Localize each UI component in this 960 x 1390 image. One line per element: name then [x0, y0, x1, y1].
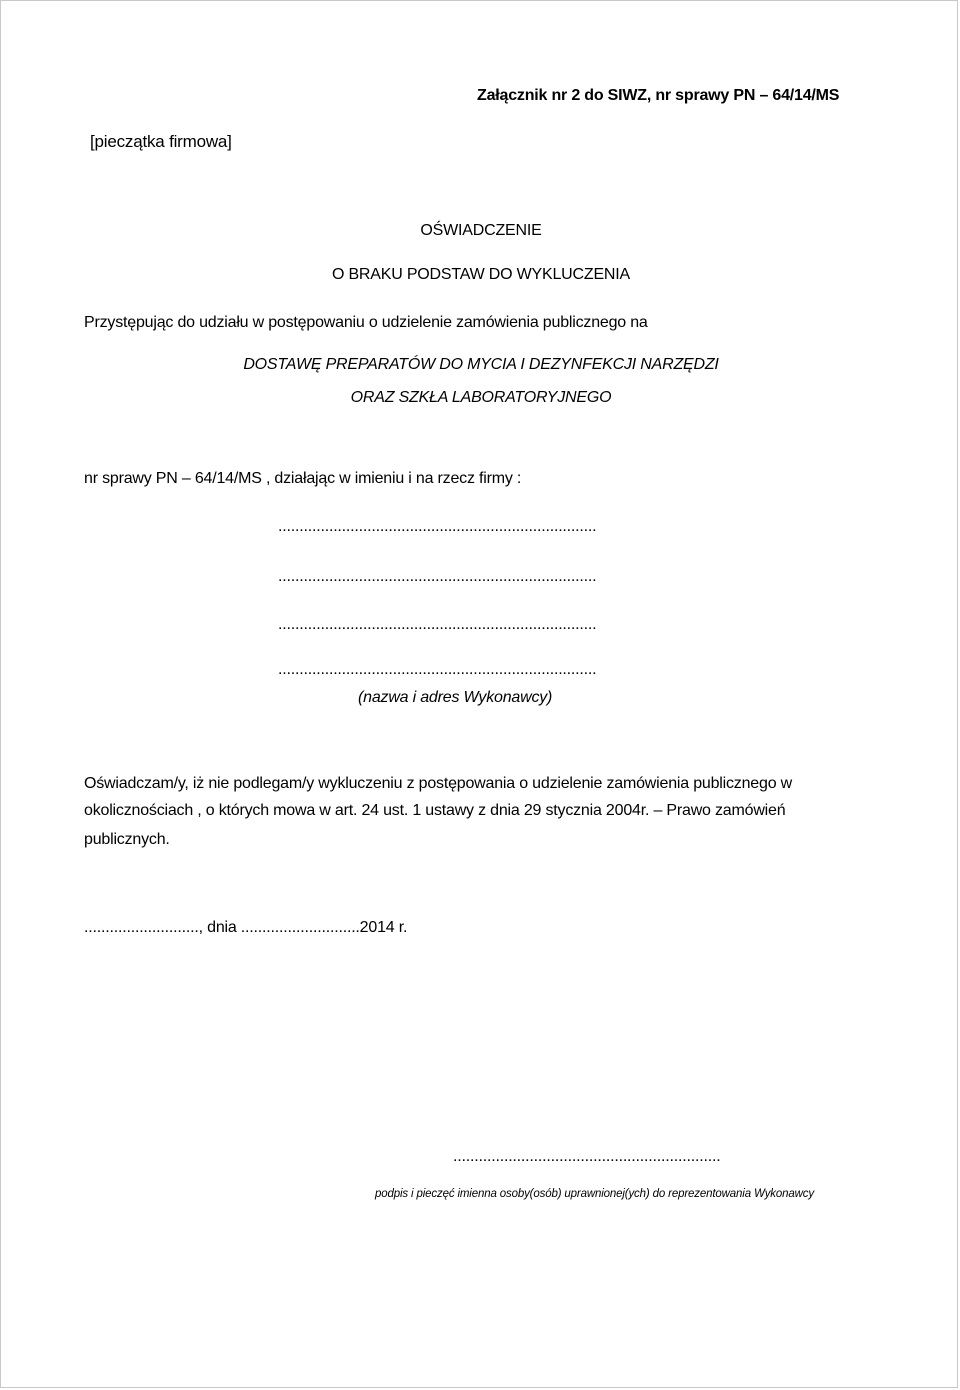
case-number-line: nr sprawy PN – 64/14/MS , działając w imieniu i na rzecz firmy : — [84, 470, 522, 487]
date-line: ..........................., dnia ............................2014 r. — [84, 919, 408, 936]
dotted-line-4: ........................................................................... — [278, 661, 597, 678]
dotted-line-3: ........................................................................... — [278, 616, 597, 633]
declaration-line-2: okolicznościach , o których mowa w art. 24 ust. 1 ustawy z dnia 29 stycznia 2004r. – Prawo zamówień — [84, 802, 786, 819]
document-title: OŚWIADCZENIE — [420, 222, 542, 239]
declaration-line-1: Oświadczam/y, iż nie podlegam/y wykluczeniu z postępowania o udzielenie zamówienia publicznego w — [84, 775, 792, 792]
attachment-header: Załącznik nr 2 do SIWZ, nr sprawy PN – 64/14/MS — [477, 87, 840, 104]
intro-text: Przystępując do udziału w postępowaniu o udzielenie zamówienia publicznego na — [84, 314, 648, 331]
signature-caption: podpis i pieczęć imienna osoby(osób) uprawnionej(ych) do reprezentowania Wykonawcy — [375, 1188, 814, 1200]
subject-line-1: DOSTAWĘ PREPARATÓW DO MYCIA I DEZYNFEKCJI NARZĘDZI — [243, 356, 719, 373]
dotted-line-1: ........................................................................... — [278, 518, 597, 535]
document-subtitle: O BRAKU PODSTAW DO WYKLUCZENIA — [331, 266, 631, 283]
declaration-line-3: publicznych. — [84, 831, 170, 848]
company-stamp-placeholder: [pieczątka firmowa] — [90, 132, 232, 151]
contractor-caption: (nazwa i adres Wykonawcy) — [358, 689, 553, 706]
signature-dotted-line: ............................................................... — [453, 1148, 721, 1165]
subject-line-2: ORAZ SZKŁA LABORATORYJNEGO — [350, 389, 612, 406]
dotted-line-2: ........................................................................... — [278, 568, 597, 585]
